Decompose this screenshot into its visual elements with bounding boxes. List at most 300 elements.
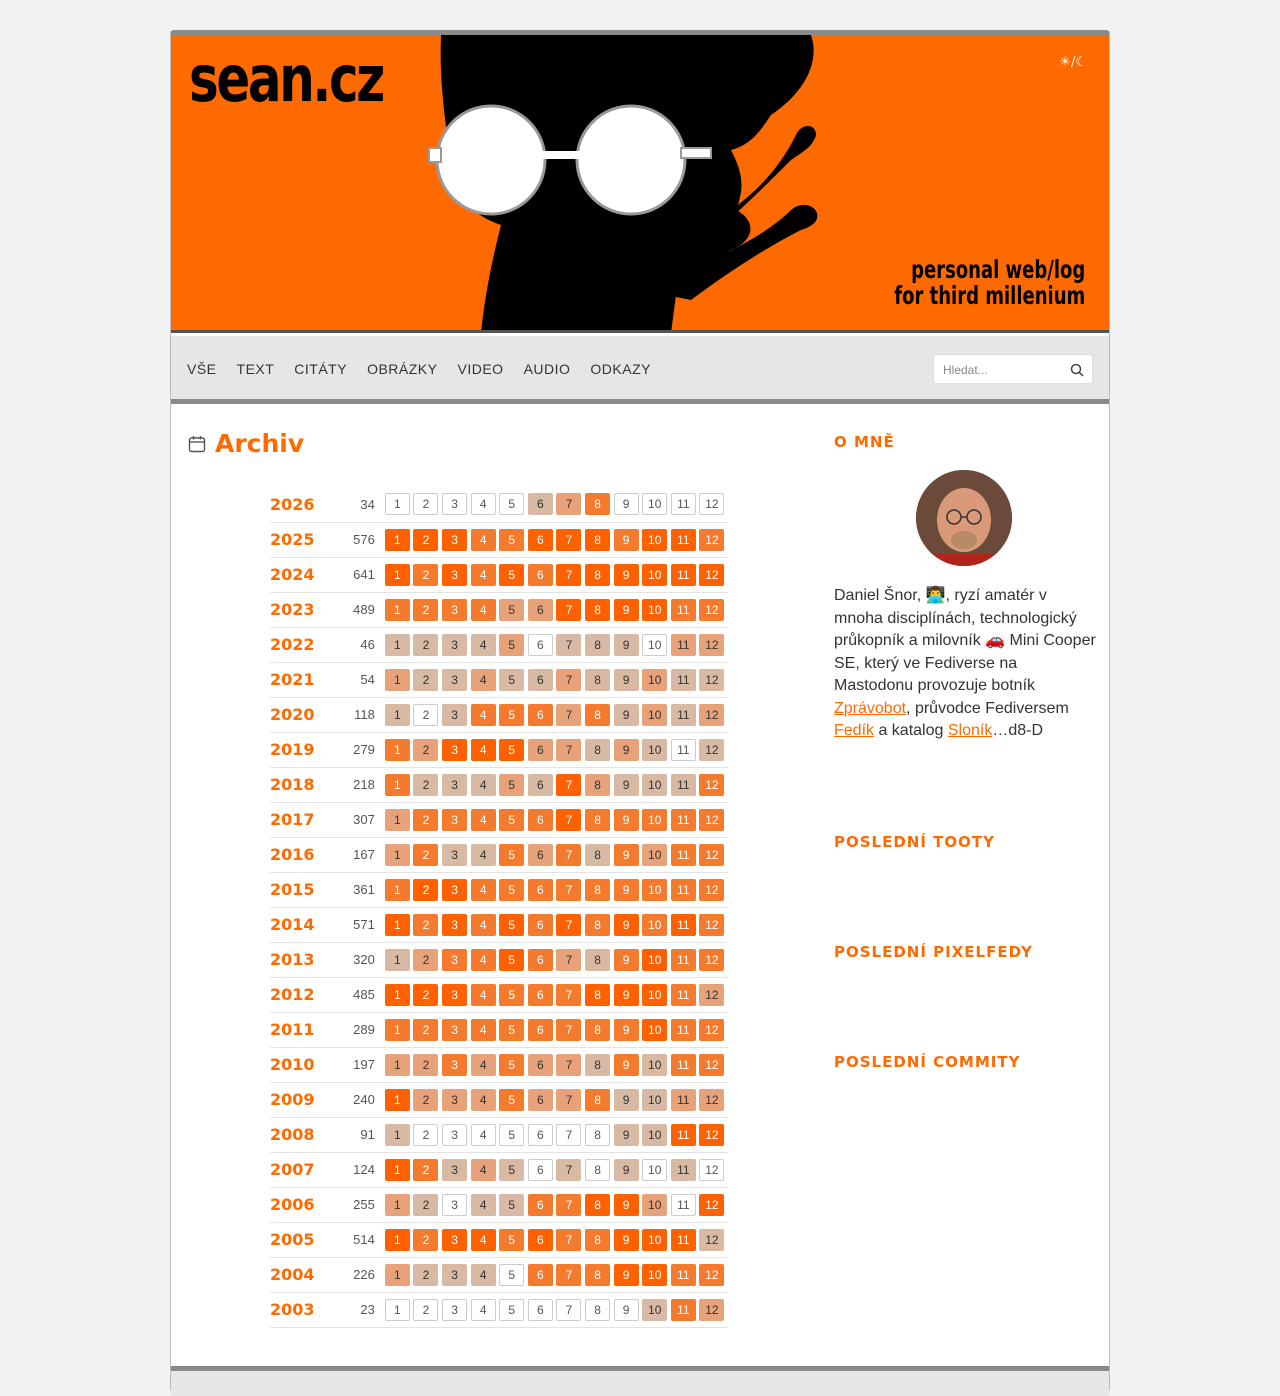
- month-link-11[interactable]: 11: [671, 564, 696, 586]
- month-link-9[interactable]: 9: [614, 949, 639, 971]
- month-link-4[interactable]: 4: [471, 809, 496, 831]
- month-link-5[interactable]: 5: [499, 704, 524, 726]
- month-link-11[interactable]: 11: [671, 1159, 696, 1181]
- month-link-9[interactable]: 9: [614, 1089, 639, 1111]
- month-link-9[interactable]: 9: [614, 564, 639, 586]
- month-link-6[interactable]: 6: [528, 844, 553, 866]
- month-link-12[interactable]: 12: [699, 599, 724, 621]
- month-link-10[interactable]: 10: [642, 493, 667, 515]
- month-link-6[interactable]: 6: [528, 1299, 553, 1321]
- month-link-2[interactable]: 2: [413, 669, 438, 691]
- month-link-1[interactable]: 1: [385, 704, 410, 726]
- month-link-4[interactable]: 4: [471, 774, 496, 796]
- month-link-4[interactable]: 4: [471, 1194, 496, 1216]
- month-link-3[interactable]: 3: [442, 984, 467, 1006]
- month-link-11[interactable]: 11: [671, 599, 696, 621]
- month-link-10[interactable]: 10: [642, 669, 667, 691]
- month-link-2[interactable]: 2: [413, 774, 438, 796]
- month-link-10[interactable]: 10: [642, 1299, 667, 1321]
- nav-item-text[interactable]: TEXT: [236, 361, 275, 377]
- month-link-9[interactable]: 9: [614, 1194, 639, 1216]
- month-link-8[interactable]: 8: [585, 739, 610, 761]
- month-link-11[interactable]: 11: [671, 809, 696, 831]
- month-link-11[interactable]: 11: [671, 1124, 696, 1146]
- month-link-1[interactable]: 1: [385, 774, 410, 796]
- month-link-2[interactable]: 2: [413, 493, 438, 515]
- month-link-11[interactable]: 11: [671, 949, 696, 971]
- month-link-1[interactable]: 1: [385, 844, 410, 866]
- year-link[interactable]: 2005: [270, 1222, 345, 1257]
- year-link[interactable]: 2011: [270, 1012, 345, 1047]
- month-link-2[interactable]: 2: [413, 1264, 438, 1286]
- month-link-12[interactable]: 12: [699, 879, 724, 901]
- month-link-7[interactable]: 7: [556, 739, 581, 761]
- month-link-7[interactable]: 7: [556, 1299, 581, 1321]
- month-link-10[interactable]: 10: [642, 984, 667, 1006]
- month-link-12[interactable]: 12: [699, 634, 724, 656]
- month-link-9[interactable]: 9: [614, 1229, 639, 1251]
- month-link-1[interactable]: 1: [385, 1229, 410, 1251]
- month-link-7[interactable]: 7: [556, 879, 581, 901]
- year-link[interactable]: 2025: [270, 522, 345, 557]
- year-link[interactable]: 2003: [270, 1292, 345, 1327]
- month-link-9[interactable]: 9: [614, 879, 639, 901]
- month-link-6[interactable]: 6: [528, 984, 553, 1006]
- month-link-12[interactable]: 12: [699, 809, 724, 831]
- year-link[interactable]: 2017: [270, 802, 345, 837]
- year-link[interactable]: 2022: [270, 627, 345, 662]
- month-link-1[interactable]: 1: [385, 1054, 410, 1076]
- month-link-3[interactable]: 3: [442, 704, 467, 726]
- month-link-6[interactable]: 6: [528, 564, 553, 586]
- month-link-10[interactable]: 10: [642, 914, 667, 936]
- month-link-12[interactable]: 12: [699, 1159, 724, 1181]
- month-link-1[interactable]: 1: [385, 599, 410, 621]
- month-link-10[interactable]: 10: [642, 844, 667, 866]
- month-link-6[interactable]: 6: [528, 529, 553, 551]
- month-link-9[interactable]: 9: [614, 704, 639, 726]
- month-link-3[interactable]: 3: [442, 914, 467, 936]
- month-link-3[interactable]: 3: [442, 949, 467, 971]
- month-link-7[interactable]: 7: [556, 529, 581, 551]
- month-link-11[interactable]: 11: [671, 774, 696, 796]
- month-link-2[interactable]: 2: [413, 984, 438, 1006]
- month-link-6[interactable]: 6: [528, 1194, 553, 1216]
- month-link-8[interactable]: 8: [585, 809, 610, 831]
- month-link-5[interactable]: 5: [499, 844, 524, 866]
- month-link-12[interactable]: 12: [699, 1194, 724, 1216]
- year-link[interactable]: 2004: [270, 1257, 345, 1292]
- year-link[interactable]: 2014: [270, 907, 345, 942]
- month-link-8[interactable]: 8: [585, 1299, 610, 1321]
- month-link-5[interactable]: 5: [499, 984, 524, 1006]
- month-link-10[interactable]: 10: [642, 1159, 667, 1181]
- month-link-4[interactable]: 4: [471, 493, 496, 515]
- month-link-3[interactable]: 3: [442, 809, 467, 831]
- month-link-2[interactable]: 2: [413, 1299, 438, 1321]
- month-link-7[interactable]: 7: [556, 774, 581, 796]
- nav-item-obrazky[interactable]: OBRÁZKY: [367, 361, 438, 377]
- month-link-8[interactable]: 8: [585, 599, 610, 621]
- year-link[interactable]: 2026: [270, 487, 345, 522]
- month-link-8[interactable]: 8: [585, 949, 610, 971]
- search-icon[interactable]: [1070, 363, 1084, 377]
- month-link-7[interactable]: 7: [556, 1264, 581, 1286]
- nav-item-audio[interactable]: AUDIO: [523, 361, 571, 377]
- month-link-4[interactable]: 4: [471, 879, 496, 901]
- month-link-8[interactable]: 8: [585, 774, 610, 796]
- month-link-1[interactable]: 1: [385, 634, 410, 656]
- month-link-9[interactable]: 9: [614, 739, 639, 761]
- month-link-10[interactable]: 10: [642, 809, 667, 831]
- month-link-3[interactable]: 3: [442, 1124, 467, 1146]
- year-link[interactable]: 2021: [270, 662, 345, 697]
- month-link-4[interactable]: 4: [471, 599, 496, 621]
- month-link-8[interactable]: 8: [585, 984, 610, 1006]
- month-link-2[interactable]: 2: [413, 1159, 438, 1181]
- month-link-5[interactable]: 5: [499, 739, 524, 761]
- month-link-2[interactable]: 2: [413, 739, 438, 761]
- month-link-1[interactable]: 1: [385, 1264, 410, 1286]
- month-link-10[interactable]: 10: [642, 634, 667, 656]
- month-link-6[interactable]: 6: [528, 1089, 553, 1111]
- month-link-1[interactable]: 1: [385, 949, 410, 971]
- month-link-7[interactable]: 7: [556, 669, 581, 691]
- month-link-2[interactable]: 2: [413, 634, 438, 656]
- month-link-2[interactable]: 2: [413, 1054, 438, 1076]
- month-link-7[interactable]: 7: [556, 634, 581, 656]
- month-link-1[interactable]: 1: [385, 1089, 410, 1111]
- zpravobot-link[interactable]: Zprávobot: [834, 699, 907, 717]
- month-link-7[interactable]: 7: [556, 1124, 581, 1146]
- month-link-2[interactable]: 2: [413, 1124, 438, 1146]
- month-link-12[interactable]: 12: [699, 844, 724, 866]
- month-link-8[interactable]: 8: [585, 669, 610, 691]
- month-link-11[interactable]: 11: [671, 1054, 696, 1076]
- month-link-6[interactable]: 6: [528, 493, 553, 515]
- fedik-link[interactable]: Fedík: [834, 722, 875, 739]
- month-link-6[interactable]: 6: [528, 669, 553, 691]
- year-link[interactable]: 2023: [270, 592, 345, 627]
- month-link-11[interactable]: 11: [671, 1299, 696, 1321]
- month-link-6[interactable]: 6: [528, 1159, 553, 1181]
- month-link-4[interactable]: 4: [471, 1019, 496, 1041]
- month-link-2[interactable]: 2: [413, 914, 438, 936]
- year-link[interactable]: 2016: [270, 837, 345, 872]
- month-link-12[interactable]: 12: [699, 774, 724, 796]
- month-link-5[interactable]: 5: [499, 809, 524, 831]
- month-link-8[interactable]: 8: [585, 564, 610, 586]
- month-link-12[interactable]: 12: [699, 1054, 724, 1076]
- month-link-12[interactable]: 12: [699, 564, 724, 586]
- month-link-8[interactable]: 8: [585, 704, 610, 726]
- month-link-10[interactable]: 10: [642, 1194, 667, 1216]
- month-link-5[interactable]: 5: [499, 493, 524, 515]
- month-link-9[interactable]: 9: [614, 774, 639, 796]
- month-link-10[interactable]: 10: [642, 1054, 667, 1076]
- month-link-11[interactable]: 11: [671, 1194, 696, 1216]
- month-link-11[interactable]: 11: [671, 493, 696, 515]
- month-link-5[interactable]: 5: [499, 1054, 524, 1076]
- month-link-2[interactable]: 2: [413, 1019, 438, 1041]
- month-link-8[interactable]: 8: [585, 1264, 610, 1286]
- month-link-12[interactable]: 12: [699, 669, 724, 691]
- month-link-3[interactable]: 3: [442, 879, 467, 901]
- month-link-8[interactable]: 8: [585, 529, 610, 551]
- year-link[interactable]: 2018: [270, 767, 345, 802]
- month-link-2[interactable]: 2: [413, 844, 438, 866]
- month-link-10[interactable]: 10: [642, 564, 667, 586]
- year-link[interactable]: 2013: [270, 942, 345, 977]
- month-link-7[interactable]: 7: [556, 493, 581, 515]
- year-link[interactable]: 2006: [270, 1187, 345, 1222]
- month-link-6[interactable]: 6: [528, 774, 553, 796]
- month-link-5[interactable]: 5: [499, 599, 524, 621]
- month-link-2[interactable]: 2: [413, 704, 438, 726]
- year-link[interactable]: 2007: [270, 1152, 345, 1187]
- month-link-7[interactable]: 7: [556, 1054, 581, 1076]
- month-link-3[interactable]: 3: [442, 1229, 467, 1251]
- month-link-1[interactable]: 1: [385, 564, 410, 586]
- month-link-10[interactable]: 10: [642, 704, 667, 726]
- month-link-4[interactable]: 4: [471, 634, 496, 656]
- month-link-3[interactable]: 3: [442, 1019, 467, 1041]
- month-link-4[interactable]: 4: [471, 1229, 496, 1251]
- month-link-6[interactable]: 6: [528, 879, 553, 901]
- month-link-3[interactable]: 3: [442, 774, 467, 796]
- month-link-1[interactable]: 1: [385, 809, 410, 831]
- month-link-5[interactable]: 5: [499, 634, 524, 656]
- month-link-3[interactable]: 3: [442, 634, 467, 656]
- month-link-8[interactable]: 8: [585, 493, 610, 515]
- month-link-1[interactable]: 1: [385, 1124, 410, 1146]
- month-link-9[interactable]: 9: [614, 1054, 639, 1076]
- month-link-4[interactable]: 4: [471, 844, 496, 866]
- month-link-6[interactable]: 6: [528, 1054, 553, 1076]
- month-link-5[interactable]: 5: [499, 1019, 524, 1041]
- month-link-11[interactable]: 11: [671, 1264, 696, 1286]
- month-link-9[interactable]: 9: [614, 1159, 639, 1181]
- month-link-8[interactable]: 8: [585, 1089, 610, 1111]
- nav-item-video[interactable]: VIDEO: [457, 361, 504, 377]
- month-link-4[interactable]: 4: [471, 564, 496, 586]
- month-link-6[interactable]: 6: [528, 704, 553, 726]
- month-link-3[interactable]: 3: [442, 1264, 467, 1286]
- year-link[interactable]: 2024: [270, 557, 345, 592]
- month-link-9[interactable]: 9: [614, 1264, 639, 1286]
- month-link-5[interactable]: 5: [499, 1229, 524, 1251]
- month-link-12[interactable]: 12: [699, 1299, 724, 1321]
- month-link-8[interactable]: 8: [585, 1229, 610, 1251]
- month-link-11[interactable]: 11: [671, 739, 696, 761]
- month-link-9[interactable]: 9: [614, 984, 639, 1006]
- month-link-4[interactable]: 4: [471, 739, 496, 761]
- month-link-3[interactable]: 3: [442, 1054, 467, 1076]
- month-link-5[interactable]: 5: [499, 774, 524, 796]
- month-link-4[interactable]: 4: [471, 914, 496, 936]
- month-link-2[interactable]: 2: [413, 1229, 438, 1251]
- month-link-11[interactable]: 11: [671, 844, 696, 866]
- month-link-2[interactable]: 2: [413, 949, 438, 971]
- month-link-7[interactable]: 7: [556, 844, 581, 866]
- month-link-7[interactable]: 7: [556, 1019, 581, 1041]
- month-link-2[interactable]: 2: [413, 879, 438, 901]
- month-link-12[interactable]: 12: [699, 1089, 724, 1111]
- month-link-3[interactable]: 3: [442, 1194, 467, 1216]
- month-link-7[interactable]: 7: [556, 914, 581, 936]
- month-link-3[interactable]: 3: [442, 844, 467, 866]
- month-link-5[interactable]: 5: [499, 1089, 524, 1111]
- month-link-10[interactable]: 10: [642, 774, 667, 796]
- month-link-8[interactable]: 8: [585, 914, 610, 936]
- month-link-6[interactable]: 6: [528, 1019, 553, 1041]
- month-link-3[interactable]: 3: [442, 1159, 467, 1181]
- month-link-3[interactable]: 3: [442, 1089, 467, 1111]
- year-link[interactable]: 2008: [270, 1117, 345, 1152]
- month-link-11[interactable]: 11: [671, 1089, 696, 1111]
- nav-item-citaty[interactable]: CITÁTY: [294, 361, 348, 377]
- month-link-12[interactable]: 12: [699, 1264, 724, 1286]
- month-link-4[interactable]: 4: [471, 704, 496, 726]
- month-link-9[interactable]: 9: [614, 493, 639, 515]
- month-link-11[interactable]: 11: [671, 879, 696, 901]
- nav-item-vse[interactable]: VŠE: [187, 361, 217, 377]
- month-link-6[interactable]: 6: [528, 634, 553, 656]
- month-link-12[interactable]: 12: [699, 1229, 724, 1251]
- month-link-7[interactable]: 7: [556, 1159, 581, 1181]
- month-link-7[interactable]: 7: [556, 1194, 581, 1216]
- month-link-7[interactable]: 7: [556, 809, 581, 831]
- month-link-10[interactable]: 10: [642, 1229, 667, 1251]
- month-link-1[interactable]: 1: [385, 1159, 410, 1181]
- month-link-1[interactable]: 1: [385, 739, 410, 761]
- month-link-6[interactable]: 6: [528, 1124, 553, 1146]
- month-link-12[interactable]: 12: [699, 984, 724, 1006]
- month-link-9[interactable]: 9: [614, 1124, 639, 1146]
- month-link-9[interactable]: 9: [614, 1299, 639, 1321]
- month-link-5[interactable]: 5: [499, 669, 524, 691]
- month-link-4[interactable]: 4: [471, 1054, 496, 1076]
- month-link-6[interactable]: 6: [528, 1264, 553, 1286]
- month-link-6[interactable]: 6: [528, 949, 553, 971]
- month-link-3[interactable]: 3: [442, 493, 467, 515]
- month-link-8[interactable]: 8: [585, 1159, 610, 1181]
- month-link-1[interactable]: 1: [385, 1194, 410, 1216]
- month-link-8[interactable]: 8: [585, 634, 610, 656]
- month-link-8[interactable]: 8: [585, 1054, 610, 1076]
- month-link-9[interactable]: 9: [614, 529, 639, 551]
- site-logo[interactable]: sean.cz: [189, 43, 384, 117]
- month-link-8[interactable]: 8: [585, 844, 610, 866]
- month-link-11[interactable]: 11: [671, 704, 696, 726]
- month-link-4[interactable]: 4: [471, 529, 496, 551]
- month-link-5[interactable]: 5: [499, 1159, 524, 1181]
- month-link-9[interactable]: 9: [614, 809, 639, 831]
- year-link[interactable]: 2009: [270, 1082, 345, 1117]
- month-link-4[interactable]: 4: [471, 1159, 496, 1181]
- month-link-5[interactable]: 5: [499, 914, 524, 936]
- year-link[interactable]: 2019: [270, 732, 345, 767]
- month-link-7[interactable]: 7: [556, 704, 581, 726]
- month-link-12[interactable]: 12: [699, 739, 724, 761]
- month-link-1[interactable]: 1: [385, 879, 410, 901]
- month-link-1[interactable]: 1: [385, 669, 410, 691]
- month-link-9[interactable]: 9: [614, 844, 639, 866]
- year-link[interactable]: 2010: [270, 1047, 345, 1082]
- month-link-4[interactable]: 4: [471, 1299, 496, 1321]
- month-link-7[interactable]: 7: [556, 949, 581, 971]
- month-link-10[interactable]: 10: [642, 529, 667, 551]
- month-link-1[interactable]: 1: [385, 914, 410, 936]
- month-link-7[interactable]: 7: [556, 1229, 581, 1251]
- month-link-9[interactable]: 9: [614, 914, 639, 936]
- month-link-10[interactable]: 10: [642, 1089, 667, 1111]
- slonik-link[interactable]: Sloník: [947, 722, 993, 739]
- month-link-5[interactable]: 5: [499, 1299, 524, 1321]
- month-link-10[interactable]: 10: [642, 949, 667, 971]
- month-link-8[interactable]: 8: [585, 1019, 610, 1041]
- month-link-10[interactable]: 10: [642, 599, 667, 621]
- month-link-4[interactable]: 4: [471, 949, 496, 971]
- month-link-4[interactable]: 4: [471, 984, 496, 1006]
- month-link-6[interactable]: 6: [528, 809, 553, 831]
- month-link-7[interactable]: 7: [556, 564, 581, 586]
- month-link-9[interactable]: 9: [614, 669, 639, 691]
- month-link-10[interactable]: 10: [642, 1124, 667, 1146]
- month-link-1[interactable]: 1: [385, 493, 410, 515]
- month-link-12[interactable]: 12: [699, 493, 724, 515]
- year-link[interactable]: 2015: [270, 872, 345, 907]
- month-link-8[interactable]: 8: [585, 1194, 610, 1216]
- theme-toggle-button[interactable]: ☀/☾: [1059, 55, 1087, 70]
- month-link-9[interactable]: 9: [614, 634, 639, 656]
- month-link-7[interactable]: 7: [556, 599, 581, 621]
- month-link-4[interactable]: 4: [471, 1089, 496, 1111]
- month-link-12[interactable]: 12: [699, 1019, 724, 1041]
- month-link-3[interactable]: 3: [442, 529, 467, 551]
- year-link[interactable]: 2012: [270, 977, 345, 1012]
- year-link[interactable]: 2020: [270, 697, 345, 732]
- nav-item-odkazy[interactable]: ODKAZY: [590, 361, 651, 377]
- month-link-2[interactable]: 2: [413, 1089, 438, 1111]
- month-link-6[interactable]: 6: [528, 1229, 553, 1251]
- search-input[interactable]: [943, 361, 1063, 379]
- month-link-6[interactable]: 6: [528, 914, 553, 936]
- month-link-2[interactable]: 2: [413, 599, 438, 621]
- month-link-7[interactable]: 7: [556, 1089, 581, 1111]
- month-link-12[interactable]: 12: [699, 914, 724, 936]
- month-link-10[interactable]: 10: [642, 879, 667, 901]
- month-link-12[interactable]: 12: [699, 529, 724, 551]
- month-link-11[interactable]: 11: [671, 529, 696, 551]
- month-link-5[interactable]: 5: [499, 949, 524, 971]
- month-link-11[interactable]: 11: [671, 914, 696, 936]
- month-link-1[interactable]: 1: [385, 1019, 410, 1041]
- month-link-9[interactable]: 9: [614, 1019, 639, 1041]
- month-link-5[interactable]: 5: [499, 1264, 524, 1286]
- month-link-5[interactable]: 5: [499, 564, 524, 586]
- month-link-6[interactable]: 6: [528, 739, 553, 761]
- month-link-11[interactable]: 11: [671, 634, 696, 656]
- month-link-10[interactable]: 10: [642, 739, 667, 761]
- month-link-5[interactable]: 5: [499, 879, 524, 901]
- month-link-12[interactable]: 12: [699, 1124, 724, 1146]
- month-link-10[interactable]: 10: [642, 1264, 667, 1286]
- month-link-2[interactable]: 2: [413, 529, 438, 551]
- month-link-2[interactable]: 2: [413, 1194, 438, 1216]
- month-link-3[interactable]: 3: [442, 739, 467, 761]
- month-link-2[interactable]: 2: [413, 564, 438, 586]
